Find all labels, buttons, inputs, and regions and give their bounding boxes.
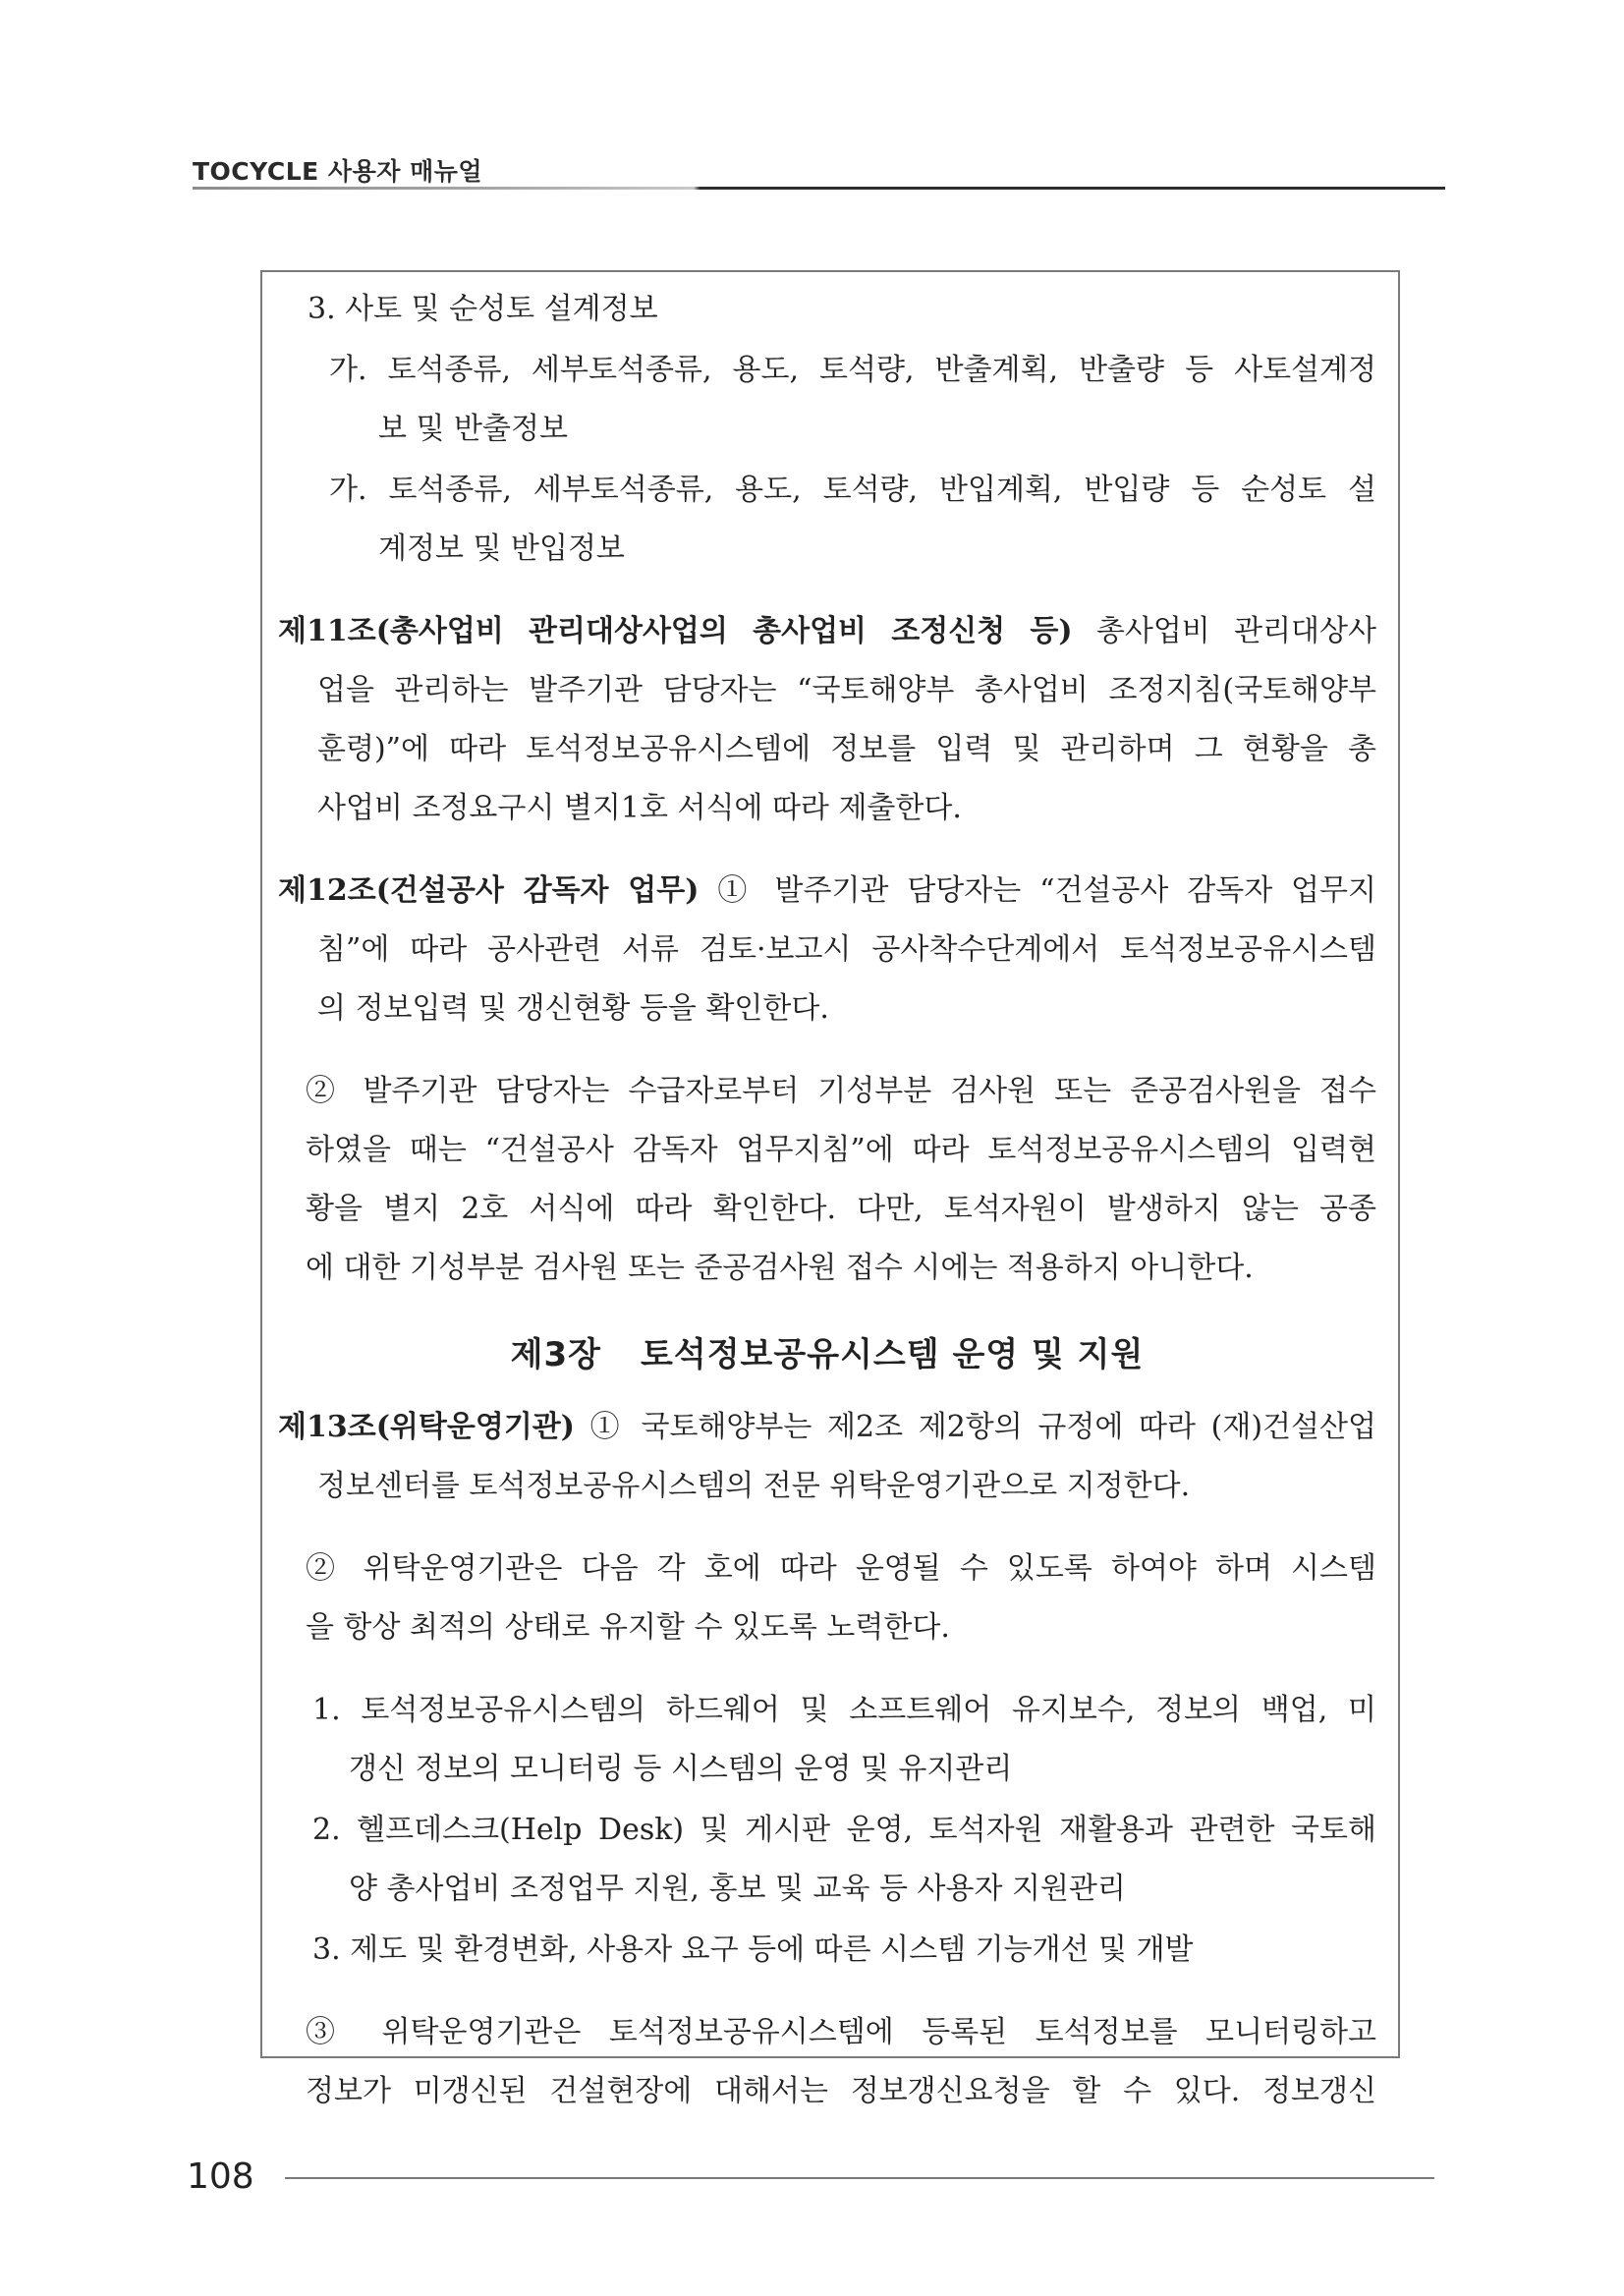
article-11-line: 훈령)”에 따라 토석정보공유시스템에 정보를 입력 및 관리하며 그 현황을 총 <box>317 732 1376 766</box>
article-12-paragraph-2-line: 에 대한 기성부분 검사원 또는 준공검사원 접수 시에는 적용하지 아니한다. <box>306 1251 1254 1285</box>
list-item-2-line: 2. 헬프데스크(Help Desk) 및 게시판 운영, 토석자원 재활용과 관련한 국토해 <box>312 1813 1376 1847</box>
list-item-1-line: 갱신 정보의 모니터링 등 시스템의 운영 및 유지관리 <box>349 1752 1013 1786</box>
article-13-heading: 제13조(위탁운영기관) <box>278 1410 575 1444</box>
article-11-heading: 제11조(총사업비 관리대상사업의 총사업비 조정신청 등) <box>278 614 1073 648</box>
chapter-title: 토석정보공유시스템 운영 및 지원 <box>641 1335 1145 1374</box>
subitem-ga-line: 가. 토석종류, 세부토석종류, 용도, 토석량, 반입계획, 반입량 등 순성토 설 <box>329 473 1376 507</box>
article-13-paragraph-3-line: ③ 위탁운영기관은 토석정보공유시스템에 등록된 토석정보를 모니터링하고 <box>306 2015 1376 2049</box>
footer-rule <box>285 2177 1434 2179</box>
article-11-line <box>278 602 1376 661</box>
article-13-text: ① 국토해양부는 제2조 제2항의 규정에 따라 (재)건설산업 <box>589 1410 1376 1444</box>
article-12-heading: 제12조(건설공사 감독자 업무) <box>278 873 700 908</box>
article-11-line: 업을 관리하는 발주기관 담당자는 “국토해양부 총사업비 조정지침(국토해양부 <box>317 673 1376 707</box>
header-rule <box>193 187 1445 190</box>
page-number: 108 <box>187 2156 254 2197</box>
article-12-paragraph-2-line: ② 발주기관 담당자는 수급자로부터 기성부분 검사원 또는 준공검사원을 접수 <box>306 1074 1376 1108</box>
article-13-line <box>278 1398 1376 1457</box>
chapter-heading <box>278 1325 1376 1384</box>
article-12-paragraph-2-line: 하였을 때는 “건설공사 감독자 업무지침”에 따라 토석정보공유시스템의 입력현 <box>306 1133 1376 1167</box>
article-11-line: 사업비 조정요구시 별지1호 서식에 따라 제출한다. <box>317 791 962 825</box>
article-12-text: ① 발주기관 담당자는 “건설공사 감독자 업무지 <box>717 873 1376 908</box>
page-header-title: TOCYCLE 사용자 매뉴얼 <box>193 157 483 186</box>
list-item-2-line: 양 총사업비 조정업무 지원, 홍보 및 교육 등 사용자 지원관리 <box>349 1872 1126 1906</box>
article-13-paragraph-3-line: 정보가 미갱신된 건설현장에 대해서는 정보갱신요청을 할 수 있다. 정보갱신 <box>306 2074 1376 2108</box>
subitem-ga-line: 계정보 및 반입정보 <box>378 532 625 566</box>
subitem-ga-line: 보 및 반출정보 <box>378 412 568 446</box>
article-12-line <box>278 862 1376 921</box>
chapter-number: 제3장 <box>510 1335 602 1374</box>
list-item-3-line: 3. 제도 및 환경변화, 사용자 요구 등에 따른 시스템 기능개선 및 개발 <box>312 1932 1194 1967</box>
article-13-paragraph-2-line: 을 항상 최적의 상태로 유지할 수 있도록 노력한다. <box>306 1610 950 1645</box>
section-3-heading: 3. 사토 및 순성토 설계정보 <box>308 292 658 326</box>
content-box <box>260 270 1400 2108</box>
article-13-line: 정보센터를 토석정보공유시스템의 전문 위탁운영기관으로 지정한다. <box>317 1469 1191 1503</box>
article-12-line: 침”에 따라 공사관련 서류 검토·보고시 공사착수단계에서 토석정보공유시스템 <box>317 932 1376 967</box>
article-12-paragraph-2-line: 황을 별지 2호 서식에 따라 확인한다. 다만, 토석자원이 발생하지 않는 공종 <box>306 1192 1376 1226</box>
article-11-text: 총사업비 관리대상사 <box>1095 614 1376 648</box>
subitem-ga-line: 가. 토석종류, 세부토석종류, 용도, 토석량, 반출계획, 반출량 등 사토설계정 <box>329 353 1376 387</box>
article-13-paragraph-2-line: ② 위탁운영기관은 다음 각 호에 따라 운영될 수 있도록 하여야 하며 시스템 <box>306 1551 1376 1586</box>
list-item-1-line: 1. 토석정보공유시스템의 하드웨어 및 소프트웨어 유지보수, 정보의 백업, 미 <box>312 1693 1376 1727</box>
article-12-line: 의 정보입력 및 갱신현황 등을 확인한다. <box>317 991 829 1026</box>
